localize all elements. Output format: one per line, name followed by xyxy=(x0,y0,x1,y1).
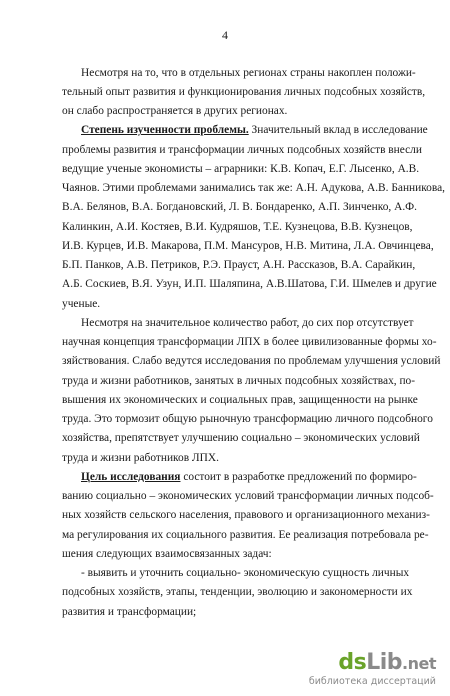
text-line xyxy=(62,294,398,315)
text-segment: Несмотря на значительное количество работ, до сих пор отсутствует xyxy=(81,316,414,329)
logo-ds-text: ds xyxy=(338,650,367,675)
text-line xyxy=(62,120,428,141)
text-line xyxy=(62,448,398,469)
text-line xyxy=(62,178,446,199)
text-line xyxy=(62,217,413,238)
text-line xyxy=(62,467,417,488)
text-segment: труда и жизни работников, занятых в личных подсобных хозяйствах, по- xyxy=(62,374,416,387)
text-line xyxy=(62,274,437,295)
text-line xyxy=(62,140,422,161)
text-segment: ученые. xyxy=(62,297,101,310)
section-heading: Цель исследования xyxy=(81,470,181,483)
text-segment: шения следующих взаимосвязанных задач: xyxy=(62,547,272,560)
text-segment: развития и трансформации; xyxy=(62,605,197,618)
text-line xyxy=(62,409,433,430)
text-segment: В.А. Белянов, В.А. Богдановский, Л. В. Бондаренко, А.П. Зинченко, А.Ф. xyxy=(62,201,418,214)
text-line xyxy=(62,63,416,84)
text-segment: тельный опыт развития и функционирования личных подсобных хозяйств, xyxy=(62,85,426,98)
text-line xyxy=(62,371,416,392)
text-segment: Калинкин, А.И. Костяев, В.И. Кудряшов, Т.Е. Кузнецова, В.В. Кузнецов, xyxy=(62,220,413,233)
text-segment: - выявить и уточнить социально- экономическую сущность личных xyxy=(81,567,410,579)
text-segment: он слабо распространяется в других регионах. xyxy=(62,105,288,117)
dslib-watermark[interactable] xyxy=(308,650,436,690)
text-line xyxy=(62,486,434,507)
text-segment: проблемы развития и трансформации личных подсобных хозяйств внесли xyxy=(62,143,422,156)
text-segment: труда и жизни работников ЛПХ. xyxy=(62,451,219,464)
text-segment: ванию социально – экономических условий трансформации личных подсоб- xyxy=(62,490,434,502)
text-line xyxy=(62,236,434,257)
text-segment: Несмотря на то, что в отдельных регионах страны накоплен положи- xyxy=(81,66,416,79)
text-segment: труда. Это тормозит общую рыночную трансформацию личного подсобного xyxy=(62,413,433,425)
text-line xyxy=(62,159,420,180)
text-line xyxy=(62,428,420,449)
text-segment: ведущие ученые экономисты – аграрники: К.В. Копач, Е.Г. Лысенко, А.В. xyxy=(62,162,420,175)
text-segment: Значительный вклад в исследование xyxy=(248,124,428,137)
watermark-tagline: библиотека диссертаций xyxy=(308,676,436,687)
logo-net-text: .net xyxy=(402,654,436,673)
text-line xyxy=(62,602,398,623)
logo-lib-text: Lib xyxy=(366,650,403,675)
text-segment: состоит в разработке предложений по формиро- xyxy=(180,470,417,483)
text-segment: ных хозяйств сельского населения, правового и организационного механиз- xyxy=(62,509,430,522)
text-line xyxy=(62,197,418,218)
text-line xyxy=(62,82,426,103)
text-line xyxy=(62,563,410,584)
section-heading: Степень изученности проблемы. xyxy=(81,124,249,137)
text-line xyxy=(62,390,418,411)
text-segment: ма регулирования их социального развития. Ее реализация потребовала ре- xyxy=(62,528,429,541)
text-segment: вышения их экономических и социальных прав, защищенности на рынке xyxy=(62,393,418,406)
text-line xyxy=(62,525,429,546)
text-segment: хозяйства, препятствует улучшению социально – экономических условий xyxy=(62,432,420,445)
text-segment: Чаянов. Этими проблемами занимались так же: А.Н. Адукова, А.В. Банникова, xyxy=(62,182,446,194)
text-line xyxy=(62,332,437,353)
text-line xyxy=(62,544,398,565)
page-number: 4 xyxy=(222,28,228,42)
text-segment: И.В. Курцев, И.В. Макарова, П.М. Мансуров, Н.В. Митина, Л.А. Овчинцева, xyxy=(62,239,434,252)
text-segment: Б.П. Панков, А.В. Петриков, Р.Э. Прауст, А.Н. Рассказов, В.А. Сарайкин, xyxy=(62,259,416,271)
text-segment: зяйствования. Слабо ведутся исследования по проблемам улучшения условий xyxy=(62,355,441,368)
text-line xyxy=(62,582,413,603)
text-segment: научная концепция трансформации ЛПХ в более цивилизованные формы хо- xyxy=(62,336,437,348)
text-line xyxy=(62,505,430,526)
text-line xyxy=(62,313,414,334)
text-segment: подсобных хозяйств, этапы, тенденции, эволюцию и закономерности их xyxy=(62,586,413,599)
text-line xyxy=(62,255,416,276)
text-segment: А.Б. Соскиев, В.Я. Узун, И.П. Шаляпина, А.В.Шатова, Г.И. Шмелев и другие xyxy=(62,278,437,291)
text-line xyxy=(62,351,441,372)
text-line xyxy=(62,101,398,122)
dslib-logo xyxy=(338,650,436,675)
